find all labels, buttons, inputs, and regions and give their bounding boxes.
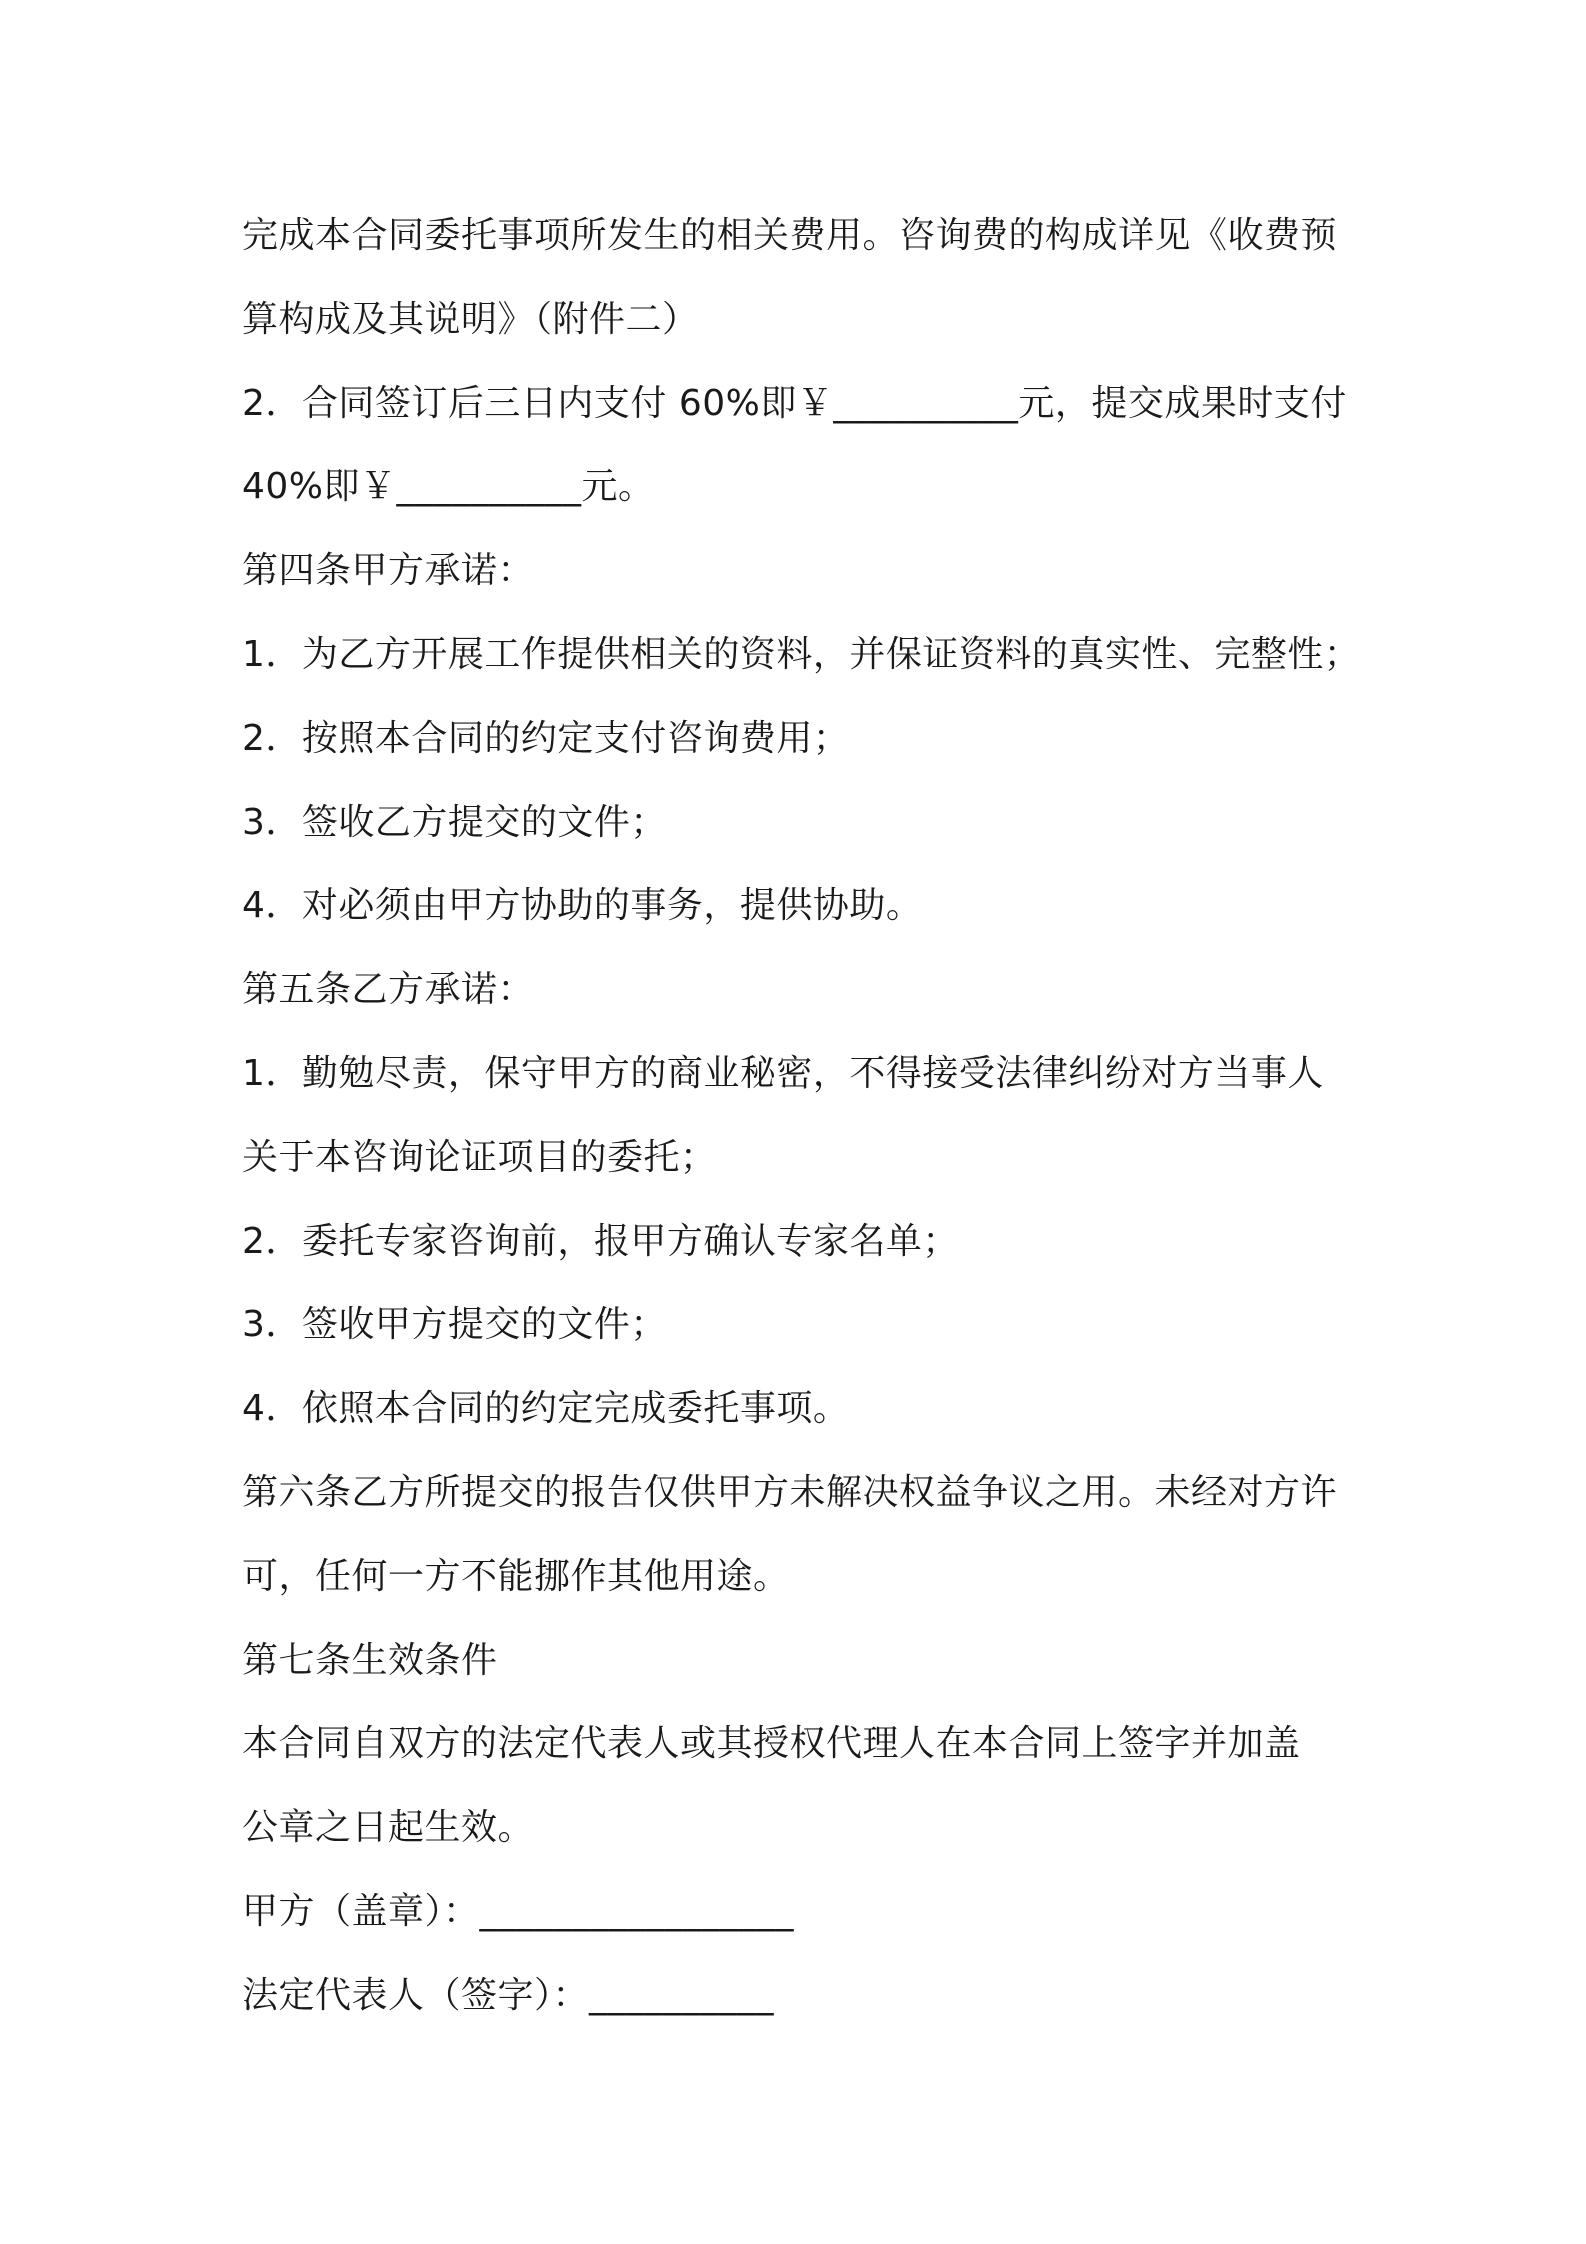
party-a-seal-line: 甲方（盖章）：_________________: [242, 1890, 795, 1932]
article-5-item-1-cont: 关于本咨询论证项目的委托；: [242, 1136, 717, 1178]
payment-clause-line: 2．合同签订后三日内支付 60%即￥__________元，提交成果时支付: [242, 382, 1347, 424]
payment-clause-line: 40%即￥__________元。: [242, 466, 655, 508]
body-line: 算构成及其说明》（附件二）: [242, 298, 699, 340]
article-6-text-cont: 可，任何一方不能挪作其他用途。: [242, 1555, 790, 1597]
article-7-heading: 第七条生效条件: [242, 1639, 498, 1681]
article-4-item-3: 3．签收乙方提交的文件；: [242, 801, 667, 843]
article-6-text: 第六条乙方所提交的报告仅供甲方未解决权益争议之用。未经对方许: [242, 1471, 1338, 1513]
article-5-item-1: 1．勤勉尽责，保守甲方的商业秘密，不得接受法律纠纷对方当事人: [242, 1052, 1324, 1094]
article-4-item-2: 2．按照本合同的约定支付咨询费用；: [242, 717, 850, 759]
article-5-item-4: 4．依照本合同的约定完成委托事项。: [242, 1388, 850, 1430]
article-7-text-cont: 公章之日起生效。: [242, 1807, 535, 1849]
article-5-item-3: 3．签收甲方提交的文件；: [242, 1304, 667, 1346]
article-7-text: 本合同自双方的法定代表人或其授权代理人在本合同上签字并加盖: [242, 1723, 1301, 1765]
article-5-heading: 第五条乙方承诺：: [242, 969, 535, 1011]
article-5-item-2: 2．委托专家咨询前，报甲方确认专家名单；: [242, 1220, 959, 1262]
body-line: 完成本合同委托事项所发生的相关费用。咨询费的构成详见《收费预: [242, 215, 1338, 256]
legal-representative-signature-line: 法定代表人（签字）：__________: [242, 1974, 775, 2016]
article-4-heading: 第四条甲方承诺：: [242, 550, 535, 592]
article-4-item-1: 1．为乙方开展工作提供相关的资料，并保证资料的真实性、完整性；: [242, 633, 1361, 675]
contract-body: [242, 194, 1372, 2038]
article-4-item-4: 4．对必须由甲方协助的事务，提供协助。: [242, 885, 923, 927]
